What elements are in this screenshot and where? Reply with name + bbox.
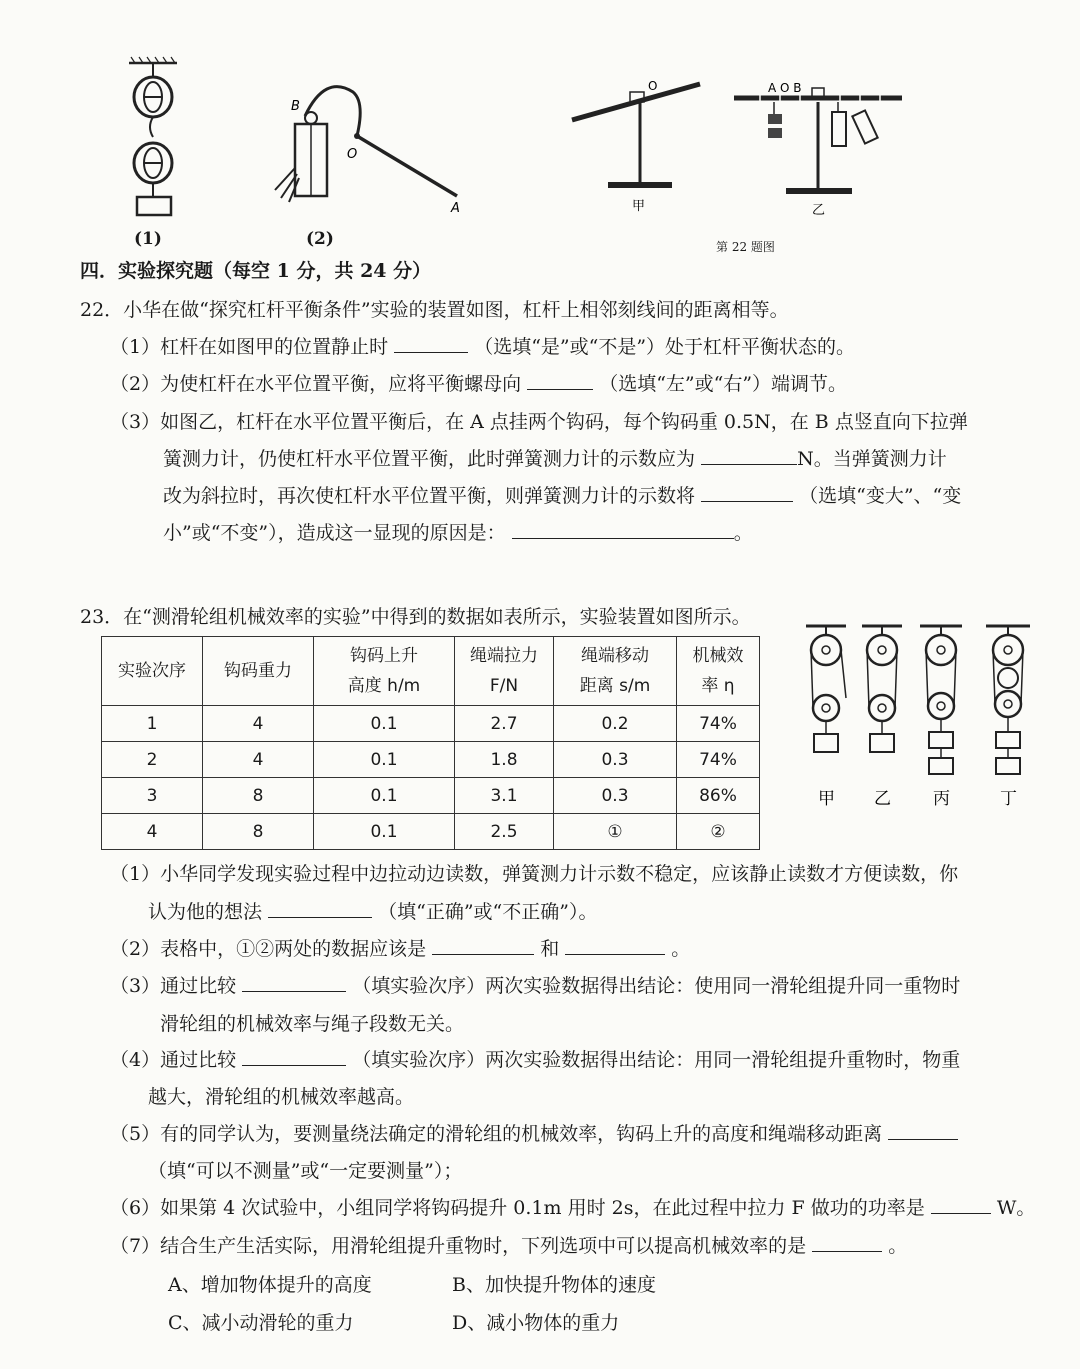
q23-part3-line1: （3）通过比较 （填实验次序）两次实验数据得出结论：使用同一滑轮组提升同一重物时	[110, 975, 961, 997]
q23-part3-blank[interactable]	[242, 973, 346, 992]
q22-part2: （2）为使杠杆在水平位置平衡，应将平衡螺母向 （选填“左”或“右”）端调节。	[110, 373, 848, 395]
q22-part3-line2: 簧测力计，仍使杠杆水平位置平衡，此时弹簧测力计的示数应为 N。当弹簧测力计	[163, 448, 947, 470]
figure-22-jia-label: 甲	[632, 199, 646, 214]
q23-option-b[interactable]: B、加快提升物体的速度	[452, 1274, 656, 1296]
section-title: 四．实验探究题（每空 1 分，共 24 分）	[80, 260, 432, 282]
q23-stem: 23．在“测滑轮组机械效率的实验”中得到的数据如表所示，实验装置如图所示。	[80, 606, 751, 628]
figure-22-jia-point-o: O	[648, 79, 658, 93]
q23-part4-blank[interactable]	[242, 1047, 346, 1066]
figure-2-label: (2)	[306, 229, 334, 249]
q22-part3-line1: （3）如图乙，杠杆在水平位置平衡后，在 A 点挂两个钩码，每个钩码重 0.5N，在 B 点竖直向下拉弹	[110, 411, 968, 433]
figure-22-jia	[568, 78, 708, 218]
q22-part3-blank-change[interactable]	[701, 483, 793, 502]
table-header-cell: 机械效 率 η	[677, 637, 760, 706]
table-row: 2 4 0.1 1.8 0.3 74%	[102, 742, 760, 778]
pulley-jia-icon	[806, 626, 846, 752]
pulley-ding-icon	[986, 626, 1030, 774]
figure-1-pulley	[115, 55, 195, 225]
q22-part3-line3: 改为斜拉时，再次使杠杆水平位置平衡，则弹簧测力计的示数将 （选填“变大”、“变	[163, 485, 962, 507]
figure-22-yi	[730, 82, 910, 222]
q23-part1-line2: 认为他的想法 （填“正确”或“不正确”）。	[148, 901, 598, 923]
figure-22-yi-points: A O B	[768, 81, 802, 95]
figure-2-point-b: B	[291, 99, 300, 114]
q23-part6: （6）如果第 4 次试验中，小组同学将钩码提升 0.1m 用时 2s，在此过程中拉力 F 做功的功率是 W。	[110, 1197, 1036, 1219]
q23-part5-line2: （填“可以不测量”或“一定要测量”）；	[148, 1160, 463, 1182]
q23-part1-blank[interactable]	[268, 899, 372, 918]
q23-part2: （2）表格中，①②两处的数据应该是 和 。	[110, 938, 691, 960]
table-header-cell: 钩码重力	[203, 637, 314, 706]
q23-pulley-figures	[798, 620, 1038, 820]
q23-part4-line2: 越大，滑轮组的机械效率越高。	[148, 1086, 415, 1108]
q23-part3-line2: 滑轮组的机械效率与绳子段数无关。	[160, 1013, 465, 1035]
q23-part4-line1: （4）通过比较 （填实验次序）两次实验数据得出结论：用同一滑轮组提升重物时，物重	[110, 1049, 961, 1071]
q22-part3-line4: 小”或“不变”），造成这一显现的原因是： 。	[163, 522, 753, 544]
figure-22-caption: 第 22 题图	[716, 240, 775, 254]
q23-part2-blank-1[interactable]	[432, 936, 534, 955]
q23-part7: （7）结合生产生活实际，用滑轮组提升重物时，下列选项中可以提高机械效率的是 。	[110, 1235, 908, 1257]
pulley-yi-icon	[862, 626, 902, 752]
figure-1-label: (1)	[134, 229, 162, 249]
table-header-row	[102, 637, 760, 706]
q23-data-table	[101, 636, 760, 850]
figure-2-point-o: O	[347, 147, 358, 162]
table-row: 4 8 0.1 2.5 ① ②	[102, 814, 760, 850]
q23-part2-blank-2[interactable]	[565, 936, 665, 955]
table-header-cell: 绳端拉力 F/N	[455, 637, 554, 706]
pulley-label-yi: 乙	[874, 789, 891, 809]
table-row: 1 4 0.1 2.7 0.2 74%	[102, 706, 760, 742]
q22-part1: （1）杠杆在如图甲的位置静止时 （选填“是”或“不是”）处于杠杆平衡状态的。	[110, 336, 856, 358]
q23-option-c[interactable]: C、减小动滑轮的重力	[168, 1312, 354, 1334]
pulley-bing-icon	[920, 626, 962, 774]
q22-part2-blank[interactable]	[527, 371, 593, 390]
q23-option-a[interactable]: A、增加物体提升的高度	[168, 1274, 372, 1296]
q22-stem: 22．小华在做“探究杠杆平衡条件”实验的装置如图，杠杆上相邻刻线间的距离相等。	[80, 299, 789, 321]
pulley-label-jia: 甲	[818, 789, 835, 809]
figure-22-yi-label: 乙	[812, 203, 826, 218]
figure-2-point-a: A	[451, 201, 460, 216]
q23-part5-line1: （5）有的同学认为，要测量绕法确定的滑轮组的机械效率，钩码上升的高度和绳端移动距离	[110, 1120, 958, 1148]
q23-part1-line1: （1）小华同学发现实验过程中边拉动边读数，弹簧测力计示数不稳定，应该静止读数才方便读数，你	[110, 863, 959, 885]
table-header-cell: 实验次序	[102, 637, 203, 706]
figure-2-lever	[265, 78, 465, 218]
table-header-cell: 绳端移动 距离 s/m	[554, 637, 677, 706]
table-row: 3 8 0.1 3.1 0.3 86%	[102, 778, 760, 814]
q23-part7-blank[interactable]	[812, 1233, 882, 1252]
q23-part5-blank[interactable]	[888, 1121, 958, 1140]
table-header-cell: 钩码上升 高度 h/m	[314, 637, 455, 706]
q22-part3-blank-force[interactable]	[701, 446, 797, 465]
q22-part3-blank-reason[interactable]	[512, 520, 734, 539]
q23-part6-blank[interactable]	[931, 1195, 991, 1214]
pulley-label-ding: 丁	[1000, 789, 1017, 809]
q22-part1-blank[interactable]	[394, 334, 468, 353]
q23-option-d[interactable]: D、减小物体的重力	[452, 1312, 620, 1334]
pulley-label-bing: 丙	[933, 789, 950, 809]
